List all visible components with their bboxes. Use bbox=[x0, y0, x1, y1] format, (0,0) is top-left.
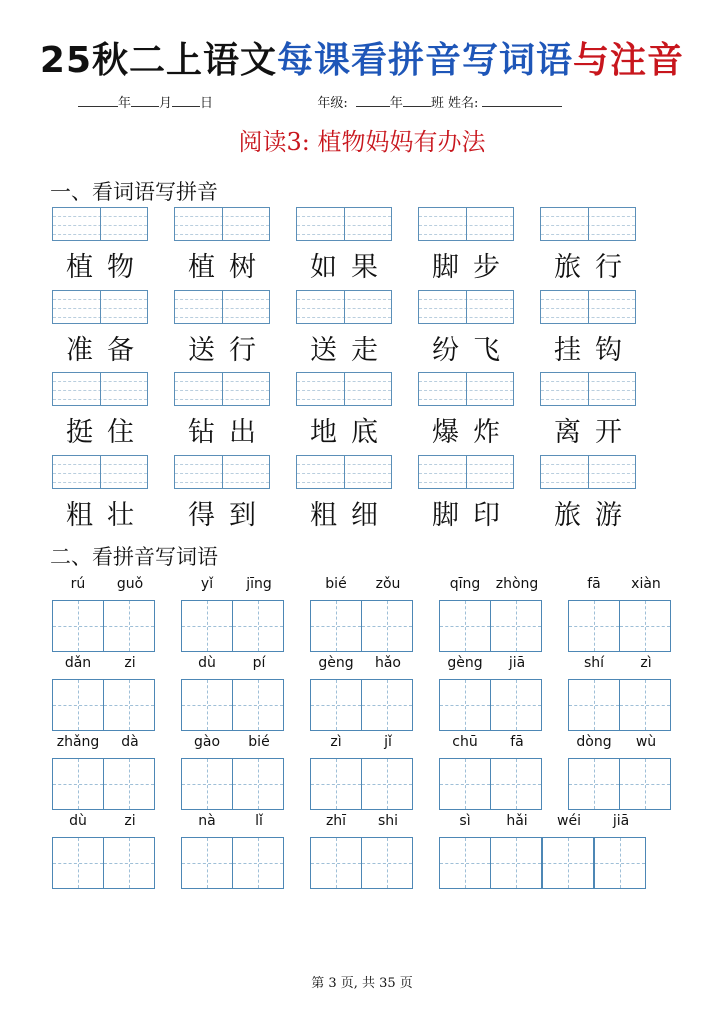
box-divider bbox=[588, 291, 589, 323]
character-writing-box[interactable] bbox=[490, 758, 542, 810]
pinyin-writing-box[interactable] bbox=[52, 455, 148, 489]
character-writing-box[interactable] bbox=[181, 600, 233, 652]
word-characters: 钻出 bbox=[188, 417, 270, 448]
guide-line bbox=[104, 626, 154, 627]
guide-line bbox=[104, 784, 154, 785]
character-writing-box[interactable] bbox=[232, 600, 284, 652]
class-blank[interactable] bbox=[403, 94, 431, 107]
word-characters: 植物 bbox=[66, 252, 148, 283]
pinyin-syllable: nà bbox=[198, 813, 216, 829]
character-writing-box[interactable] bbox=[181, 758, 233, 810]
word-card bbox=[418, 372, 518, 452]
box-divider bbox=[222, 373, 223, 405]
guide-line bbox=[233, 626, 283, 627]
grade-year-label: 年 bbox=[389, 96, 403, 111]
character-writing-box[interactable] bbox=[542, 837, 594, 889]
pinyin-writing-box[interactable] bbox=[540, 290, 636, 324]
box-divider bbox=[344, 291, 345, 323]
guide-line bbox=[362, 626, 412, 627]
pinyin-syllable: zi bbox=[124, 655, 136, 671]
guide-line bbox=[311, 784, 361, 785]
word-characters: 送行 bbox=[188, 334, 270, 366]
guide-line bbox=[491, 784, 541, 785]
box-divider bbox=[222, 456, 223, 488]
word-characters: 如果 bbox=[310, 252, 392, 283]
pinyin-syllable: jǐ bbox=[384, 734, 392, 750]
word-characters: 爆炸 bbox=[432, 417, 514, 448]
character-writing-box[interactable] bbox=[568, 679, 620, 731]
pinyin-syllable: wéi bbox=[557, 813, 581, 829]
month-label: 月 bbox=[159, 96, 173, 111]
title-part: 每课看拼音写词语 bbox=[277, 40, 574, 81]
box-divider bbox=[100, 291, 101, 323]
character-writing-box[interactable] bbox=[103, 837, 155, 889]
worksheet-title bbox=[0, 32, 724, 83]
word-card bbox=[52, 207, 152, 287]
character-writing-box[interactable] bbox=[232, 679, 284, 731]
character-writing-box[interactable] bbox=[310, 758, 362, 810]
word-characters: 植树 bbox=[188, 252, 270, 283]
pinyin-writing-box[interactable] bbox=[418, 372, 514, 406]
pinyin-syllable: dù bbox=[198, 655, 216, 671]
character-writing-box[interactable] bbox=[361, 679, 413, 731]
character-writing-box[interactable] bbox=[52, 679, 104, 731]
character-writing-box[interactable] bbox=[439, 679, 491, 731]
pinyin-writing-box[interactable] bbox=[52, 290, 148, 324]
word-characters: 地底 bbox=[310, 417, 392, 448]
word-card bbox=[52, 455, 152, 535]
pinyin-syllable: hǎi bbox=[506, 813, 528, 829]
pinyin-writing-box[interactable] bbox=[418, 290, 514, 324]
guide-line bbox=[311, 626, 361, 627]
pinyin-syllable: rú bbox=[70, 576, 86, 592]
pinyin-syllable: pí bbox=[252, 655, 266, 671]
character-writing-box[interactable] bbox=[490, 837, 542, 889]
pinyin-syllable: shi bbox=[377, 813, 399, 829]
section-two-heading: 二、看拼音写词语 bbox=[50, 545, 218, 569]
guide-line bbox=[543, 863, 593, 864]
section-one-heading: 一、看词语写拼音 bbox=[50, 180, 218, 204]
pinyin-syllable: jiā bbox=[612, 813, 630, 829]
character-writing-box[interactable] bbox=[594, 837, 646, 889]
guide-line bbox=[182, 784, 232, 785]
word-card bbox=[418, 207, 518, 287]
day-label: 日 bbox=[200, 96, 214, 111]
word-card bbox=[174, 207, 274, 287]
box-divider bbox=[100, 373, 101, 405]
pinyin-writing-box[interactable] bbox=[418, 207, 514, 241]
page-footer: 第 3 页, 共 35 页 bbox=[311, 976, 413, 991]
word-card bbox=[296, 207, 396, 287]
guide-line bbox=[362, 784, 412, 785]
guide-line bbox=[53, 626, 103, 627]
pinyin-syllable: zǒu bbox=[375, 576, 401, 592]
pinyin-syllable: hǎo bbox=[374, 655, 402, 671]
pinyin-syllable: sì bbox=[459, 813, 471, 829]
guide-line bbox=[620, 626, 670, 627]
character-writing-box[interactable] bbox=[361, 600, 413, 652]
pinyin-writing-box[interactable] bbox=[174, 290, 270, 324]
pinyin-writing-box[interactable] bbox=[540, 207, 636, 241]
pinyin-syllable: zi bbox=[124, 813, 136, 829]
guide-line bbox=[53, 705, 103, 706]
character-writing-box[interactable] bbox=[439, 758, 491, 810]
pinyin-syllable: shí bbox=[583, 655, 605, 671]
pinyin-writing-box[interactable] bbox=[540, 455, 636, 489]
character-writing-box[interactable] bbox=[103, 679, 155, 731]
pinyin-syllable: gèng bbox=[447, 655, 483, 671]
pinyin-syllable: zì bbox=[330, 734, 342, 750]
box-divider bbox=[588, 208, 589, 240]
character-writing-box[interactable] bbox=[310, 679, 362, 731]
pinyin-syllable: wù bbox=[635, 734, 657, 750]
guide-line bbox=[362, 863, 412, 864]
character-writing-box[interactable] bbox=[361, 758, 413, 810]
class-label: 班 bbox=[430, 96, 444, 111]
pinyin-syllable: zhòng bbox=[495, 576, 539, 592]
grade-blank[interactable] bbox=[356, 94, 390, 107]
year-blank[interactable] bbox=[78, 94, 118, 107]
pinyin-writing-box[interactable] bbox=[52, 207, 148, 241]
pinyin-to-word-grid bbox=[52, 576, 682, 906]
pinyin-writing-box[interactable] bbox=[174, 372, 270, 406]
character-writing-box[interactable] bbox=[619, 600, 671, 652]
word-card bbox=[174, 372, 274, 452]
pinyin-writing-box[interactable] bbox=[296, 290, 392, 324]
guide-line bbox=[595, 863, 645, 864]
guide-line bbox=[311, 705, 361, 706]
month-blank[interactable] bbox=[131, 94, 159, 107]
word-characters: 挂钩 bbox=[554, 334, 636, 366]
guide-line bbox=[362, 705, 412, 706]
character-writing-box[interactable] bbox=[103, 758, 155, 810]
character-writing-box[interactable] bbox=[232, 758, 284, 810]
box-divider bbox=[344, 373, 345, 405]
guide-line bbox=[569, 705, 619, 706]
guide-line bbox=[491, 863, 541, 864]
character-writing-box[interactable] bbox=[490, 679, 542, 731]
pinyin-syllable: bié bbox=[248, 734, 270, 750]
word-card bbox=[540, 372, 640, 452]
word-card bbox=[174, 455, 274, 535]
character-writing-box[interactable] bbox=[181, 837, 233, 889]
word-card bbox=[418, 455, 518, 535]
pinyin-syllable: chū bbox=[452, 734, 478, 750]
guide-line bbox=[569, 626, 619, 627]
word-card bbox=[296, 290, 396, 370]
pinyin-syllable: zhǎng bbox=[56, 734, 100, 750]
guide-line bbox=[569, 784, 619, 785]
title-part: 25秋二上语文 bbox=[39, 40, 278, 81]
word-characters: 粗细 bbox=[310, 499, 392, 531]
character-writing-box[interactable] bbox=[568, 600, 620, 652]
word-card bbox=[540, 455, 640, 535]
pinyin-syllable: jiā bbox=[508, 655, 526, 671]
guide-line bbox=[491, 626, 541, 627]
character-writing-box[interactable] bbox=[52, 837, 104, 889]
guide-line bbox=[182, 863, 232, 864]
pinyin-writing-box[interactable] bbox=[296, 455, 392, 489]
word-card bbox=[52, 290, 152, 370]
box-divider bbox=[466, 373, 467, 405]
character-writing-box[interactable] bbox=[310, 600, 362, 652]
word-card bbox=[52, 372, 152, 452]
word-characters: 脚步 bbox=[432, 252, 514, 283]
character-writing-box[interactable] bbox=[310, 837, 362, 889]
title-part: 与注音 bbox=[573, 40, 685, 81]
word-characters: 离开 bbox=[554, 417, 636, 448]
word-characters: 粗壮 bbox=[66, 499, 148, 531]
day-blank[interactable] bbox=[172, 94, 200, 107]
word-characters: 旅游 bbox=[554, 499, 636, 531]
pinyin-syllable: dà bbox=[121, 734, 139, 750]
box-divider bbox=[344, 456, 345, 488]
guide-line bbox=[53, 863, 103, 864]
guide-line bbox=[233, 863, 283, 864]
box-divider bbox=[466, 208, 467, 240]
word-card bbox=[174, 290, 274, 370]
character-writing-box[interactable] bbox=[439, 837, 491, 889]
word-characters: 准备 bbox=[66, 334, 148, 366]
pinyin-writing-box[interactable] bbox=[418, 455, 514, 489]
box-divider bbox=[466, 291, 467, 323]
student-info-line bbox=[78, 92, 638, 111]
guide-line bbox=[104, 863, 154, 864]
guide-line bbox=[182, 705, 232, 706]
box-divider bbox=[466, 456, 467, 488]
character-writing-box[interactable] bbox=[52, 758, 104, 810]
guide-line bbox=[440, 626, 490, 627]
word-to-pinyin-grid bbox=[52, 207, 652, 531]
character-writing-box[interactable] bbox=[490, 600, 542, 652]
word-characters: 得到 bbox=[188, 499, 270, 531]
word-card bbox=[540, 207, 640, 287]
word-characters: 脚印 bbox=[432, 499, 514, 531]
guide-line bbox=[620, 784, 670, 785]
box-divider bbox=[344, 208, 345, 240]
word-card bbox=[418, 290, 518, 370]
pinyin-writing-box[interactable] bbox=[52, 372, 148, 406]
name-label: 姓名: bbox=[448, 96, 479, 111]
pinyin-syllable: qīng bbox=[449, 576, 481, 592]
guide-line bbox=[440, 784, 490, 785]
word-card bbox=[540, 290, 640, 370]
box-divider bbox=[100, 456, 101, 488]
character-writing-box[interactable] bbox=[439, 600, 491, 652]
pinyin-writing-box[interactable] bbox=[296, 372, 392, 406]
pinyin-syllable: bié bbox=[325, 576, 347, 592]
character-writing-box[interactable] bbox=[181, 679, 233, 731]
pinyin-syllable: xiàn bbox=[631, 576, 661, 592]
box-divider bbox=[588, 456, 589, 488]
box-divider bbox=[222, 208, 223, 240]
pinyin-syllable: fā bbox=[510, 734, 524, 750]
box-divider bbox=[100, 208, 101, 240]
word-card bbox=[296, 455, 396, 535]
pinyin-writing-box[interactable] bbox=[174, 207, 270, 241]
guide-line bbox=[233, 784, 283, 785]
pinyin-syllable: gào bbox=[193, 734, 221, 750]
pinyin-syllable: zì bbox=[640, 655, 652, 671]
guide-line bbox=[440, 863, 490, 864]
pinyin-syllable: dòng bbox=[576, 734, 612, 750]
pinyin-syllable: zhī bbox=[325, 813, 347, 829]
guide-line bbox=[620, 705, 670, 706]
year-label: 年 bbox=[118, 96, 132, 111]
pinyin-syllable: dù bbox=[69, 813, 87, 829]
character-writing-box[interactable] bbox=[568, 758, 620, 810]
pinyin-syllable: yǐ bbox=[200, 576, 214, 592]
word-characters: 纷飞 bbox=[432, 334, 514, 366]
name-blank[interactable] bbox=[482, 94, 562, 107]
guide-line bbox=[311, 863, 361, 864]
word-characters: 挺住 bbox=[66, 417, 148, 448]
pinyin-writing-box[interactable] bbox=[296, 207, 392, 241]
lesson-subtitle: 阅读3: 植物妈妈有办法 bbox=[238, 128, 486, 156]
pinyin-writing-box[interactable] bbox=[540, 372, 636, 406]
pinyin-syllable: fā bbox=[587, 576, 601, 592]
box-divider bbox=[588, 373, 589, 405]
character-writing-box[interactable] bbox=[103, 600, 155, 652]
guide-line bbox=[440, 705, 490, 706]
character-writing-box[interactable] bbox=[361, 837, 413, 889]
guide-line bbox=[53, 784, 103, 785]
guide-line bbox=[182, 626, 232, 627]
grade-label: 年级: bbox=[317, 96, 348, 111]
pinyin-writing-box[interactable] bbox=[174, 455, 270, 489]
word-characters: 送走 bbox=[310, 334, 392, 366]
guide-line bbox=[491, 705, 541, 706]
guide-line bbox=[104, 705, 154, 706]
character-writing-box[interactable] bbox=[232, 837, 284, 889]
guide-line bbox=[233, 705, 283, 706]
character-writing-box[interactable] bbox=[619, 679, 671, 731]
pinyin-syllable: jīng bbox=[246, 576, 272, 592]
word-characters: 旅行 bbox=[554, 252, 636, 283]
pinyin-syllable: lǐ bbox=[255, 813, 263, 829]
pinyin-syllable: dǎn bbox=[64, 655, 92, 671]
character-writing-box[interactable] bbox=[619, 758, 671, 810]
word-card bbox=[296, 372, 396, 452]
box-divider bbox=[222, 291, 223, 323]
pinyin-syllable: gèng bbox=[318, 655, 354, 671]
pinyin-syllable: guǒ bbox=[116, 576, 144, 592]
character-writing-box[interactable] bbox=[52, 600, 104, 652]
